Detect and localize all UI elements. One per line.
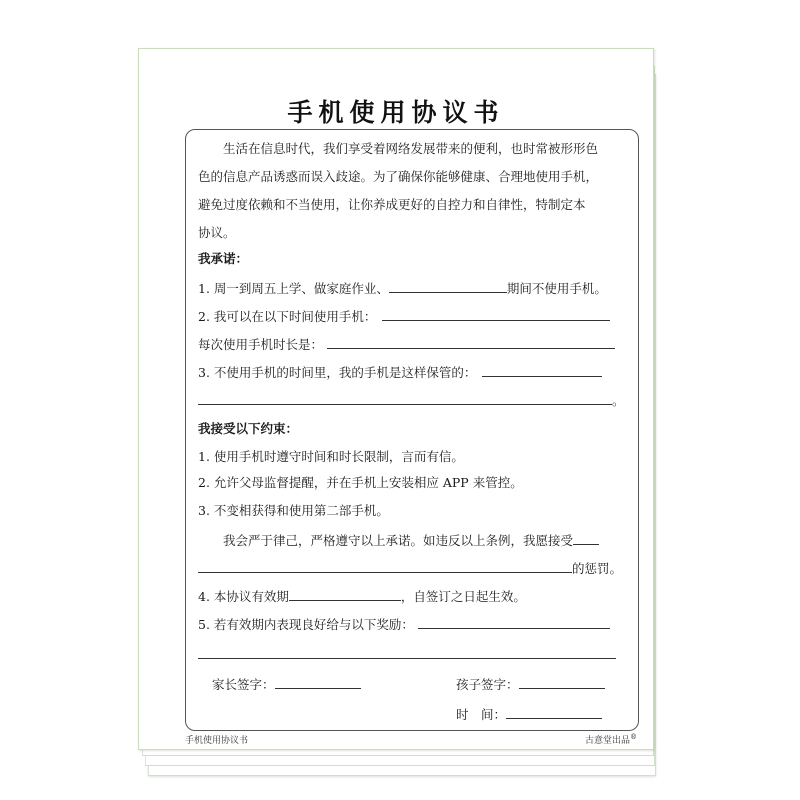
promise-1-text-before: 1. 周一到周五上学、做家庭作业、: [198, 281, 389, 296]
promise-3-blank-2[interactable]: [198, 392, 612, 405]
intro-line-1: 生活在信息时代，我们享受着网络发展带来的便利，也时常被形形色: [198, 141, 599, 156]
promise-3: [198, 364, 602, 380]
promise-2b-blank[interactable]: [327, 336, 615, 349]
constraint-4-text: 我会严于律己，严格遵守以上承诺。如违反以上条例，我愿接受: [198, 533, 574, 548]
promise-3-blank[interactable]: [482, 364, 602, 377]
constraint-4: [198, 532, 599, 548]
intro-line-3: 避免过度依赖和不当使用，让你养成更好的自控力和自律性，特制定本: [198, 197, 586, 212]
reward-blank-2[interactable]: [198, 658, 616, 659]
promise-3-end: 。: [612, 393, 625, 408]
constraint-2: 2. 允许父母监督提醒，并在手机上安装相应 APP 来管控。: [198, 475, 523, 490]
validity-blank[interactable]: [289, 588, 401, 601]
parent-signature-blank[interactable]: [275, 676, 361, 689]
registered-mark: ®: [630, 733, 637, 741]
promise-1: [198, 280, 607, 296]
promise-2-text: 2. 我可以在以下时间使用手机：: [198, 309, 377, 324]
promise-1-text-after: 期间不使用手机。: [506, 281, 607, 296]
validity-line: [198, 588, 526, 604]
content-frame: [185, 129, 639, 731]
intro-line-4: 协议。: [198, 225, 236, 240]
constraint-4-blank[interactable]: [573, 532, 599, 545]
signature-time: [456, 706, 602, 722]
footer-title: 手机使用协议书: [185, 736, 249, 746]
intro-line-2: 色的信息产品诱惑而误入歧途。为了确保你能够健康、合理地使用手机，: [198, 169, 599, 184]
page-title: 手机使用协议书: [287, 98, 505, 127]
reward-line: [198, 616, 610, 632]
parent-signature-label: 家长签字：: [212, 677, 275, 692]
parent-signature: [212, 676, 361, 692]
footer-brand: [585, 733, 637, 746]
validity-text-before: 4. 本协议有效期: [198, 589, 289, 604]
constraint-1: 1. 使用手机时遵守时间和时长限制，言而有信。: [198, 449, 464, 464]
child-signature-blank[interactable]: [519, 676, 605, 689]
child-signature-label: 孩子签字：: [456, 677, 519, 692]
promise-3-continuation: [198, 392, 625, 408]
constraint-4-continuation: [198, 560, 622, 576]
constraint-3: 3. 不变相获得和使用第二部手机。: [198, 503, 389, 518]
promise-1-blank[interactable]: [389, 280, 507, 293]
footer-brand-text: 古意堂出品: [584, 736, 630, 746]
promise-2-blank[interactable]: [382, 308, 610, 321]
signature-time-blank[interactable]: [506, 706, 602, 719]
signature-time-label: 时 间：: [456, 707, 507, 722]
agreement-page: [138, 48, 654, 750]
promise-3-text: 3. 不使用手机的时间里，我的手机是这样保管的：: [198, 365, 477, 380]
reward-blank[interactable]: [418, 616, 610, 629]
constraints-heading: 我接受以下约束：: [198, 421, 299, 436]
promise-2: [198, 308, 610, 324]
promise-2b-text: 每次使用手机时长是：: [198, 337, 324, 352]
constraint-4-end: 的惩罚。: [572, 561, 623, 576]
validity-text-after: ，自签订之日起生效。: [400, 589, 526, 604]
promise-heading: 我承诺：: [198, 251, 249, 266]
child-signature: [456, 676, 605, 692]
constraint-4-blank-2[interactable]: [198, 560, 572, 573]
reward-text: 5. 若有效期内表现良好给与以下奖励：: [198, 617, 414, 632]
promise-2b: [198, 336, 615, 352]
